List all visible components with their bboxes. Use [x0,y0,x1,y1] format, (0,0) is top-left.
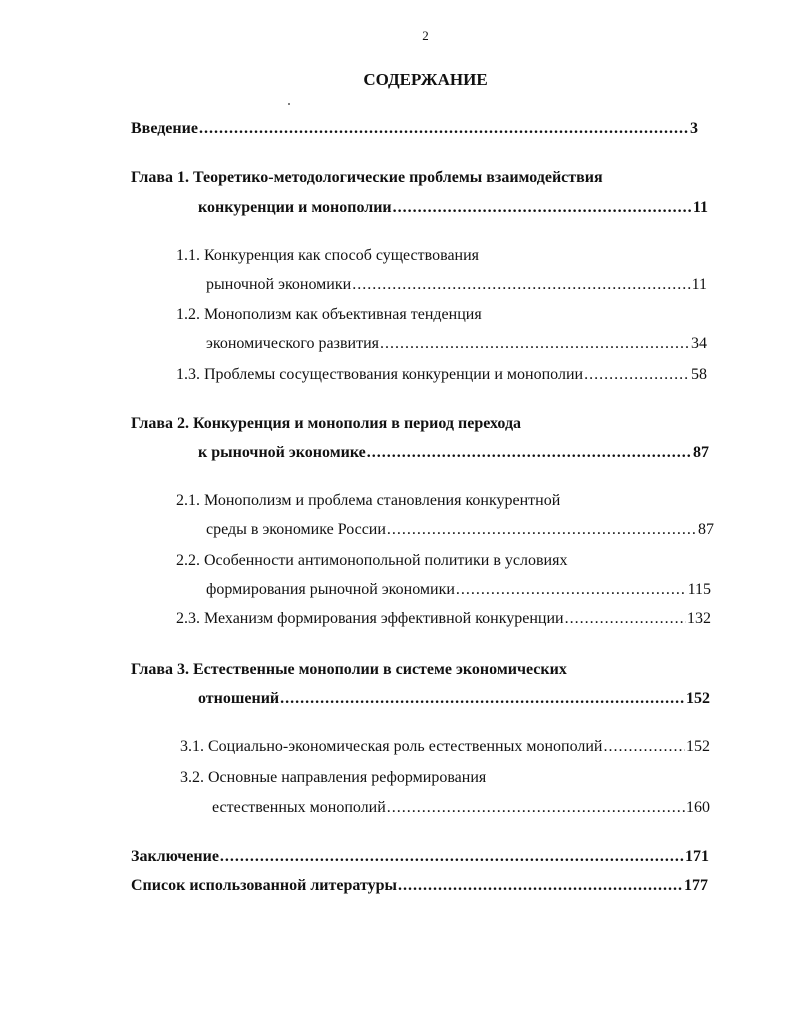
toc-entry-text: 1.3. Проблемы сосуществования конкуренции и монополии [176,366,584,383]
dot-leader [565,608,686,630]
dot-leader [199,118,689,140]
dot-leader [387,797,685,819]
toc-section-2-2-heading[interactable]: 2.2. Особенности антимонопольной политики в условиях [176,552,568,569]
toc-entry-text: конкуренции и монополии [198,199,392,216]
toc-entry-section-3-2[interactable] [212,797,710,819]
dot-leader [456,579,687,601]
page-title: СОДЕРЖАНИЕ [363,70,488,89]
toc-entry-text: Введение [131,120,198,137]
dot-leader [393,197,692,219]
toc-entry-text: отношений [198,690,280,707]
toc-entry-chapter-3[interactable] [198,688,710,710]
dot-leader [280,688,685,710]
toc-entry-text: 3.1. Социально-экономическая роль естественных монополий [180,738,603,755]
toc-entry-section-1-3[interactable] [176,364,707,386]
toc-page-number: 11 [691,276,707,293]
dot-leader [584,364,690,386]
toc-section-2-1-heading[interactable]: 2.1. Монополизм и проблема становления конкурентной [176,492,561,509]
toc-page-number: 115 [687,581,711,598]
toc-page-number: 34 [691,335,707,352]
toc-entry-chapter-2[interactable] [198,442,709,464]
toc-section-1-2-heading[interactable]: 1.2. Монополизм как объективная тенденция [176,306,482,323]
toc-page-number: 132 [687,610,711,627]
toc-entry-text: к рыночной экономике [198,444,366,461]
toc-section-1-1-heading[interactable]: 1.1. Конкуренция как способ существования [176,247,480,264]
toc-page-number: 171 [685,848,709,865]
toc-entry-section-2-2[interactable] [206,579,711,601]
toc-entry-text: Заключение [131,848,219,865]
toc-chapter-1-heading[interactable]: Глава 1. Теоретико-методологические проблемы взаимодействия [131,169,603,186]
toc-entry-text: экономического развития [206,335,379,352]
toc-page-number: 160 [686,799,710,816]
toc-entry-text: Список использованной литературы [131,877,397,894]
toc-entry-section-1-1[interactable] [206,274,707,296]
toc-entry-intro[interactable] [131,118,698,140]
toc-entry-section-3-1[interactable] [180,736,710,758]
toc-entry-chapter-1[interactable] [198,197,708,219]
toc-entry-text: естественных монополий [212,799,386,816]
dot-leader [220,846,684,868]
toc-chapter-3-heading[interactable]: Глава 3. Естественные монополии в системе экономических [131,661,567,678]
toc-entry-conclusion[interactable] [131,846,709,868]
toc-page-number: 87 [693,444,709,461]
dot-leader [387,519,697,541]
toc-entry-text: рыночной экономики [206,276,352,293]
toc-page-number: 87 [698,521,714,538]
toc-chapter-2-heading[interactable]: Глава 2. Конкуренция и монополия в период перехода [131,415,522,432]
toc-entry-text: 2.3. Механизм формирования эффективной конкуренции [176,610,564,627]
toc-page-number: 58 [691,366,707,383]
toc-entry-section-2-3[interactable] [176,608,711,630]
dot-leader [380,333,690,355]
dot-leader [398,875,683,897]
toc-section-3-2-heading[interactable]: 3.2. Основные направления реформирования [180,769,487,786]
toc-page-number: 11 [692,199,708,216]
dot-leader [603,736,685,758]
toc-page-number: 3 [690,120,698,137]
page-number: 2 [422,28,429,43]
toc-entry-section-1-2[interactable] [206,333,707,355]
scan-speck [288,103,290,105]
toc-entry-text: формирования рыночной экономики [206,581,455,598]
toc-page-number: 152 [686,690,710,707]
dot-leader [367,442,692,464]
toc-entry-text: среды в экономике России [206,521,386,538]
toc-entry-section-2-1[interactable] [206,519,714,541]
dot-leader [352,274,690,296]
toc-entry-references[interactable] [131,875,708,897]
toc-page-number: 152 [686,738,710,755]
toc-page-number: 177 [684,877,708,894]
